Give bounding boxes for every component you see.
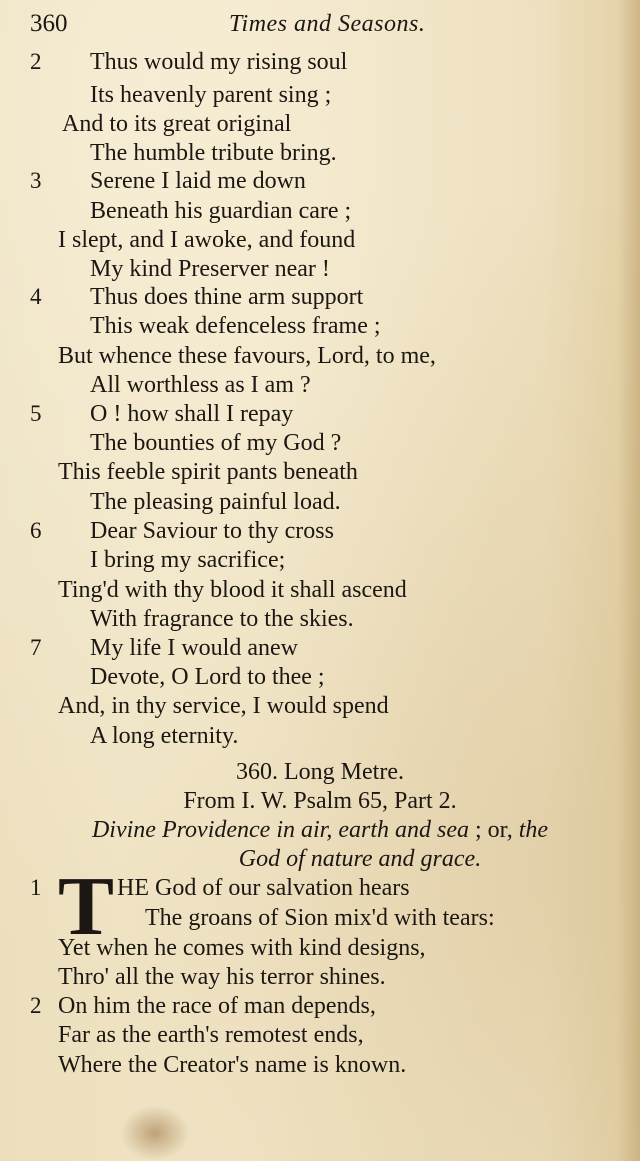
verse-line: HE God of our salvation hears <box>117 875 410 901</box>
hymn-subtitle-line-2: God of nature and grace. <box>238 846 482 872</box>
verse-line: Thro' all the way his terror shines. <box>58 964 386 990</box>
verse-line: Ting'd with thy blood it shall ascend <box>58 577 407 603</box>
verse-line: Devote, O Lord to thee ; <box>90 664 325 690</box>
subtitle-roman: ; or, <box>469 817 519 843</box>
verse-line: Thus does thine arm support <box>90 284 364 310</box>
verse-line: With fragrance to the skies. <box>90 606 354 632</box>
verse-line: My kind Preserver near ! <box>90 256 330 282</box>
stanza-number: 6 <box>30 518 42 543</box>
verse-line: I bring my sacrifice; <box>90 547 286 573</box>
verse-line: The pleasing painful load. <box>90 489 341 515</box>
verse-line: Far as the earth's remotest ends, <box>58 1022 364 1048</box>
page-header <box>24 8 624 40</box>
hymn-source: From I. W. Psalm 65, Part 2. <box>183 788 457 814</box>
verse-line: On him the race of man depends, <box>58 993 376 1019</box>
subtitle-italic-c: the <box>518 817 549 843</box>
stanza-number: 7 <box>30 635 42 660</box>
verse-line: Serene I laid me down <box>90 168 306 194</box>
verse-line: Beneath his guardian care ; <box>90 198 352 224</box>
verse-line: And, in thy service, I would spend <box>58 693 389 719</box>
page-edge-shadow <box>618 0 640 1161</box>
stanza-number: 2 <box>30 49 42 74</box>
verse-line: But whence these favours, Lord, to me, <box>58 343 436 369</box>
stanza-number: 1 <box>30 875 42 900</box>
verse-line: The humble tribute bring. <box>90 140 337 166</box>
verse-line: Dear Saviour to thy cross <box>90 518 334 544</box>
stanza-number: 5 <box>30 401 42 426</box>
verse-line: Its heavenly parent sing ; <box>90 82 332 108</box>
paper-stain <box>120 1105 190 1161</box>
verse-line: The groans of Sion mix'd with tears: <box>145 905 495 931</box>
verse-line: This weak defenceless frame ; <box>90 313 381 339</box>
verse-line: The bounties of my God ? <box>90 430 342 456</box>
verse-line: My life I would anew <box>90 635 298 661</box>
hymn-subtitle-line-1 <box>0 816 640 844</box>
stanza-number: 2 <box>30 993 42 1018</box>
verse-line: A long eternity. <box>90 723 239 749</box>
drop-cap: T <box>58 860 115 953</box>
verse-line: Where the Creator's name is known. <box>58 1052 407 1078</box>
verse-line: This feeble spirit pants beneath <box>58 459 358 485</box>
stanza-number: 4 <box>30 284 42 309</box>
hymn-number-metre: 360. Long Metre. <box>236 759 404 785</box>
verse-line: I slept, and I awoke, and found <box>58 227 356 253</box>
running-title: Times and Seasons. <box>229 11 426 37</box>
verse-line: Yet when he comes with kind designs, <box>58 935 426 961</box>
verse-line: All worthless as I am ? <box>90 372 311 398</box>
verse-line: O ! how shall I repay <box>90 401 294 427</box>
verse-line: And to its great original <box>62 111 292 137</box>
verse-line: Thus would my rising soul <box>90 49 348 75</box>
subtitle-italic-a: Divine Providence in air, earth and sea <box>91 817 469 843</box>
page-number: 360 <box>30 10 68 37</box>
stanza-number: 3 <box>30 168 42 193</box>
